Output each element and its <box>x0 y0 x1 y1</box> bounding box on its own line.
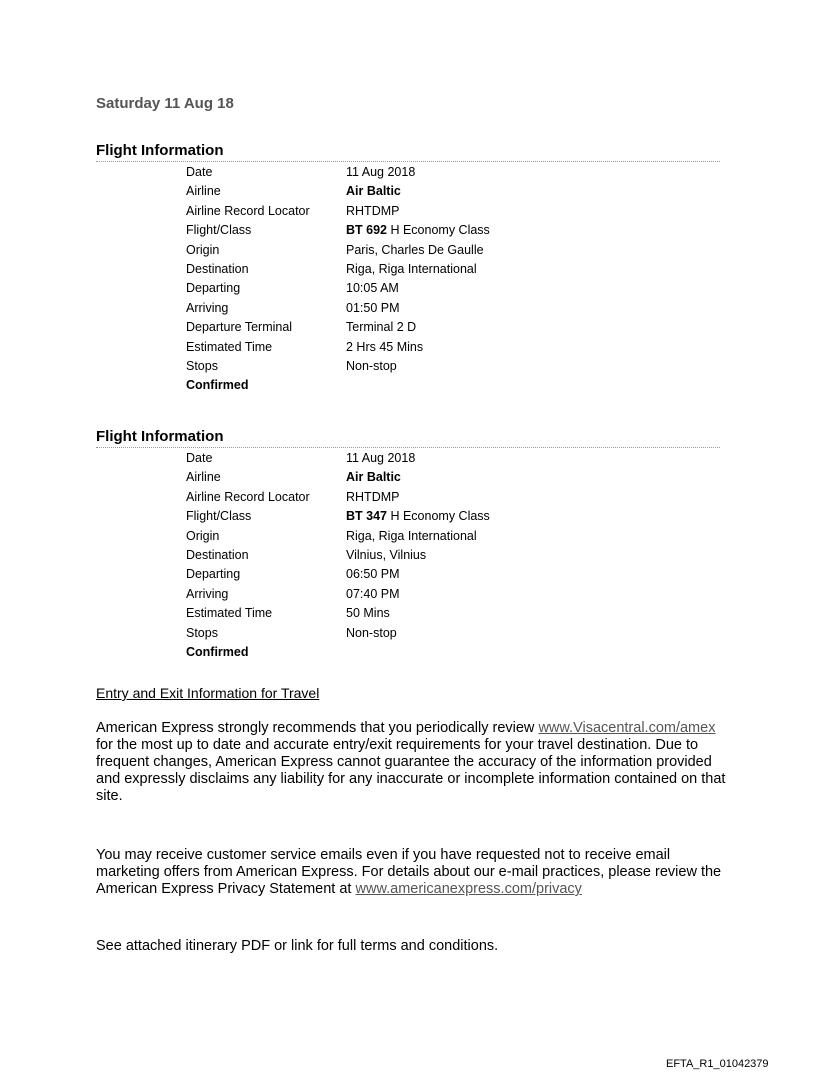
detail-label: Arriving <box>186 586 229 601</box>
entry-exit-text-before: American Express strongly recommends that you periodically review <box>96 720 539 736</box>
detail-row <box>186 182 720 201</box>
detail-row <box>186 260 720 279</box>
booking-status: Confirmed <box>186 378 249 393</box>
flight-details <box>186 449 720 662</box>
document-id: EFTA_R1_01042379 <box>666 1058 769 1070</box>
detail-value: 07:40 PM <box>346 586 400 601</box>
detail-row <box>186 221 720 240</box>
detail-row <box>186 299 720 318</box>
flight-number: BT 347 <box>346 509 387 524</box>
detail-value: 11 Aug 2018 <box>346 165 416 179</box>
flight-details <box>186 163 720 396</box>
detail-value: Riga, Riga International <box>346 261 477 276</box>
detail-label: Airline Record Locator <box>186 203 310 218</box>
detail-label: Date <box>186 451 213 465</box>
detail-label: Stops <box>186 358 218 373</box>
detail-label: Destination <box>186 547 249 562</box>
flight-class: H Economy Class <box>387 509 490 524</box>
detail-label: Flight/Class <box>186 509 252 524</box>
detail-value: RHTDMP <box>346 203 400 218</box>
booking-status: Confirmed <box>186 644 249 659</box>
detail-row <box>186 279 720 298</box>
entry-exit-title: Entry and Exit Information for Travel <box>96 685 320 701</box>
detail-value: Riga, Riga International <box>346 528 477 543</box>
detail-row <box>186 585 720 604</box>
detail-row <box>186 163 720 182</box>
detail-label: Flight/Class <box>186 223 252 238</box>
detail-row <box>186 624 720 643</box>
visacentral-link[interactable]: www.Visacentral.com/amex <box>538 720 716 736</box>
detail-value: Air Baltic <box>346 184 401 199</box>
detail-value <box>346 221 720 240</box>
flight-information-section <box>96 428 720 662</box>
detail-label: Departure Terminal <box>186 320 293 335</box>
detail-label: Arriving <box>186 300 229 315</box>
detail-row <box>186 468 720 487</box>
detail-label: Stops <box>186 625 218 640</box>
detail-row <box>186 565 720 584</box>
flight-class: H Economy Class <box>387 223 490 238</box>
detail-row <box>186 241 720 260</box>
detail-label: Destination <box>186 261 249 276</box>
detail-label: Origin <box>186 528 220 543</box>
detail-row <box>186 202 720 221</box>
detail-label: Date <box>186 165 213 179</box>
detail-row <box>186 357 720 376</box>
detail-label: Airline <box>186 470 221 485</box>
detail-value: 06:50 PM <box>346 567 400 582</box>
privacy-link[interactable]: www.americanexpress.com/privacy <box>355 881 582 897</box>
section-heading: Flight Information <box>96 428 720 448</box>
entry-exit-text-after: for the most up to date and accurate entry/exit requirements for your travel destination. Due to frequent changes, American Express cannot guarantee the accuracy of the information provided and expressly disclaims any liability for any inaccurate or incomplete information contained on that site. <box>96 737 726 804</box>
detail-row <box>186 507 720 526</box>
detail-value: Non-stop <box>346 358 397 373</box>
flight-information-section <box>96 142 720 396</box>
detail-row <box>186 488 720 507</box>
entry-exit-paragraph <box>96 720 726 805</box>
detail-label: Departing <box>186 281 241 296</box>
detail-value: 10:05 AM <box>346 281 399 296</box>
detail-value: 2 Hrs 45 Mins <box>346 339 424 354</box>
terms-note: See attached itinerary PDF or link for full terms and conditions. <box>96 938 499 954</box>
detail-row <box>186 527 720 546</box>
detail-label: Estimated Time <box>186 606 273 621</box>
detail-value: 50 Mins <box>346 606 390 621</box>
detail-value: 11 Aug 2018 <box>346 451 416 465</box>
detail-value: 01:50 PM <box>346 300 400 315</box>
privacy-text: You may receive customer service emails even if you have requested not to receive email marketing offers from American Express. For details about our e-mail practices, please review the American Express Privacy Statement at <box>96 847 722 897</box>
detail-value: Air Baltic <box>346 470 401 485</box>
section-heading: Flight Information <box>96 142 720 162</box>
detail-row <box>186 604 720 623</box>
detail-value <box>346 507 720 526</box>
detail-row <box>186 338 720 357</box>
privacy-paragraph <box>96 847 726 898</box>
detail-value: RHTDMP <box>346 489 400 504</box>
detail-label: Airline Record Locator <box>186 489 310 504</box>
detail-value: Paris, Charles De Gaulle <box>346 242 484 257</box>
day-title: Saturday 11 Aug 18 <box>96 95 234 112</box>
flight-number: BT 692 <box>346 223 387 238</box>
detail-label: Origin <box>186 242 220 257</box>
detail-value: Terminal 2 D <box>346 320 417 335</box>
detail-value: Vilnius, Vilnius <box>346 547 427 562</box>
detail-label: Departing <box>186 567 241 582</box>
detail-row <box>186 546 720 565</box>
detail-label: Estimated Time <box>186 339 273 354</box>
detail-row <box>186 318 720 337</box>
detail-label: Airline <box>186 184 221 199</box>
detail-value: Non-stop <box>346 625 397 640</box>
detail-row <box>186 449 720 468</box>
